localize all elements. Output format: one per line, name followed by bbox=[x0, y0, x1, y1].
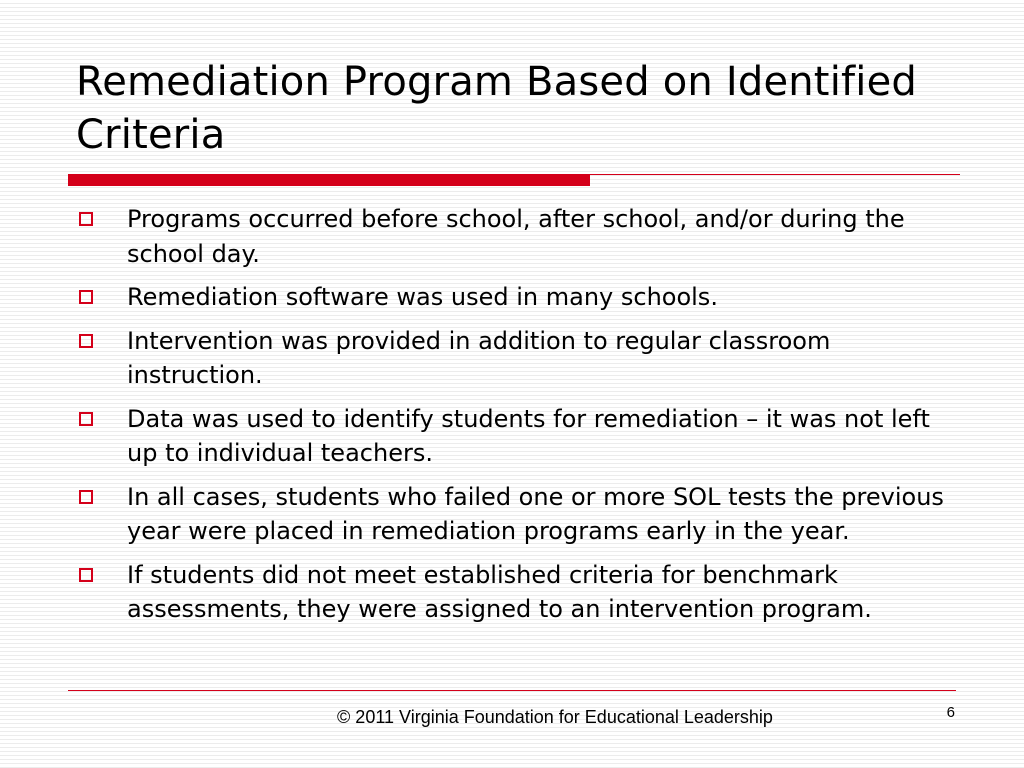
bullet-text: In all cases, students who failed one or more SOL tests the previous year were placed in remediation programs early in the year. bbox=[127, 482, 944, 545]
hollow-square-icon bbox=[79, 290, 93, 304]
bullet-item bbox=[72, 558, 952, 627]
slide-number: 6 bbox=[946, 704, 955, 721]
hollow-square-icon bbox=[79, 568, 93, 582]
bullet-list bbox=[72, 202, 952, 636]
title-divider-thick bbox=[68, 174, 590, 186]
hollow-square-icon bbox=[79, 490, 93, 504]
bullet-item bbox=[72, 202, 952, 271]
footer-copyright: © 2011 Virginia Foundation for Educational Leadership bbox=[337, 707, 773, 727]
hollow-square-icon bbox=[79, 334, 93, 348]
title-divider-thin bbox=[590, 174, 960, 175]
hollow-square-icon bbox=[79, 412, 93, 426]
bullet-text: Programs occurred before school, after school, and/or during the school day. bbox=[127, 205, 905, 268]
bullet-item bbox=[72, 324, 952, 393]
footer-divider bbox=[68, 690, 956, 691]
bullet-text: If students did not meet established criteria for benchmark assessments, they were assigned to an intervention program. bbox=[127, 560, 872, 623]
slide-title: Remediation Program Based on Identified Criteria bbox=[76, 59, 918, 158]
bullet-item bbox=[72, 280, 952, 315]
hollow-square-icon bbox=[79, 212, 93, 226]
bullet-text: Intervention was provided in addition to regular classroom instruction. bbox=[127, 326, 831, 389]
bullet-text: Remediation software was used in many schools. bbox=[127, 283, 718, 311]
bullet-item bbox=[72, 480, 952, 549]
bullet-text: Data was used to identify students for remediation – it was not left up to individual teachers. bbox=[127, 404, 930, 467]
bullet-item bbox=[72, 402, 952, 471]
